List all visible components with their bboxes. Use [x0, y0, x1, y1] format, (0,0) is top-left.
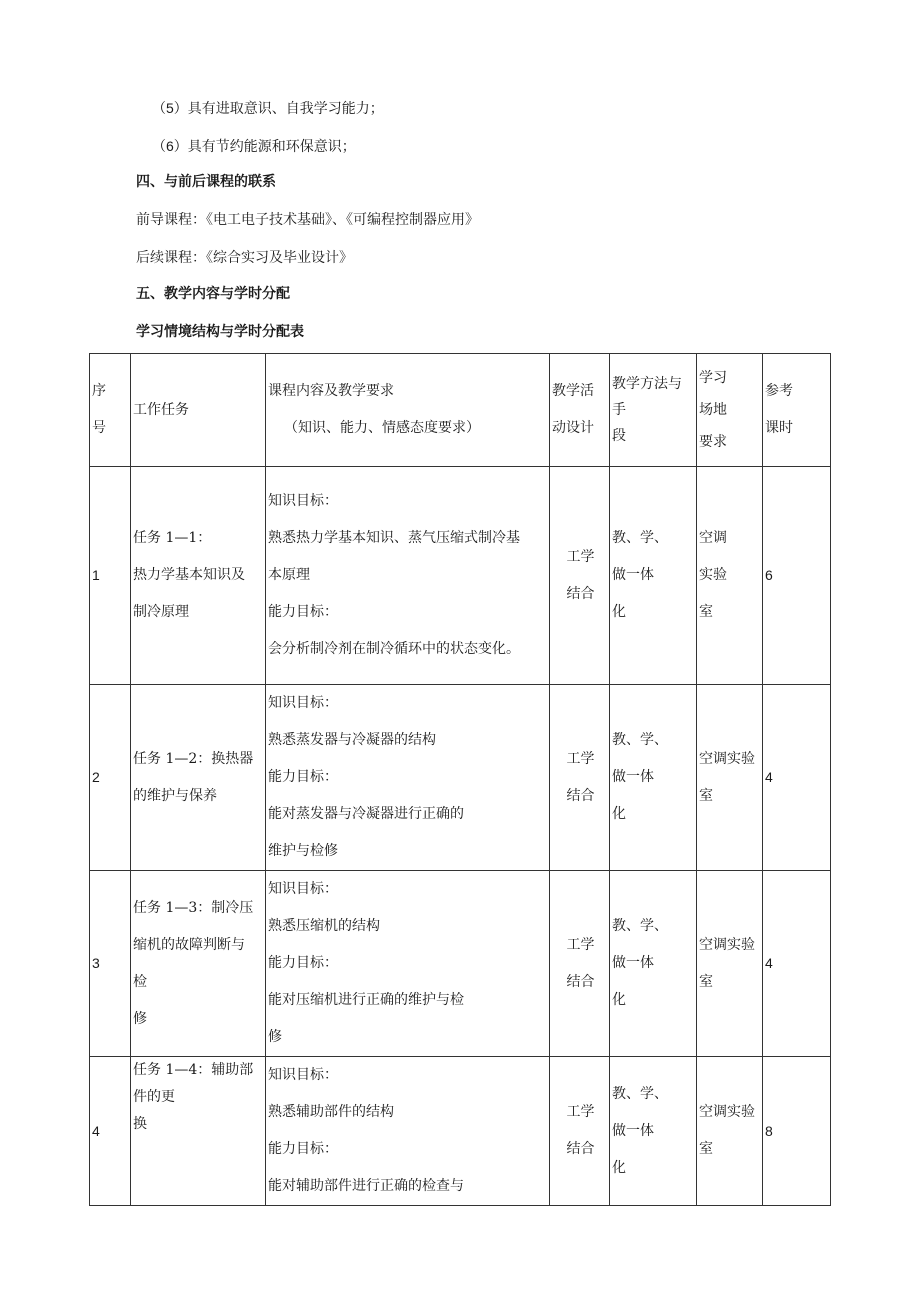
row-task: 任务 1—1： 热力学基本知识及 制冷原理	[131, 467, 266, 685]
header-no: 序 号	[90, 354, 131, 467]
table-caption: 学习情境结构与学时分配表	[136, 324, 304, 340]
row-place: 空调实验 室	[697, 685, 763, 871]
header-task: 工作任务	[131, 354, 266, 467]
header-method: 教学方法与 手 段	[610, 354, 697, 467]
table-row	[90, 467, 831, 685]
row-activity: 工学 结合	[550, 685, 610, 871]
header-content: 课程内容及教学要求 （知识、能力、情感态度要求）	[266, 354, 550, 467]
row-task: 任务 1—3：制冷压 缩机的故障判断与 检 修	[131, 871, 266, 1057]
row-task: 任务 1—4：辅助部 件的更 换	[131, 1057, 266, 1206]
header-hours: 参考 课时	[763, 354, 831, 467]
row-hours: 6	[763, 467, 831, 685]
row-no: 1	[90, 467, 131, 685]
row-content: 知识目标： 熟悉热力学基本知识、蒸气压缩式制冷基 本原理 能力目标： 会分析制冷剂在制冷循环中的状态变化。	[266, 467, 550, 685]
table-row	[90, 685, 831, 871]
list-item-text: 具有节约能源和环保意识；	[187, 139, 356, 155]
row-no: 3	[90, 871, 131, 1057]
list-item-5: （5）具有进取意识、自我学习能力；	[152, 100, 384, 117]
row-activity: 工学 结合	[550, 467, 610, 685]
list-item-text: 具有进取意识、自我学习能力；	[187, 101, 384, 117]
table-row	[90, 871, 831, 1057]
followup-courses: 《综合实习及毕业设计》	[206, 250, 353, 266]
row-activity: 工学 结合	[550, 871, 610, 1057]
section4-heading: 四、与前后课程的联系	[136, 174, 276, 190]
row-no: 4	[90, 1057, 131, 1206]
followup-label: 后续课程：	[136, 250, 206, 266]
header-place: 学习 场地 要求	[697, 354, 763, 467]
row-content: 知识目标： 熟悉辅助部件的结构 能力目标： 能对辅助部件进行正确的检查与	[266, 1057, 550, 1206]
schedule-table	[89, 353, 831, 1206]
list-item-number: 6	[166, 138, 174, 154]
section5-heading: 五、教学内容与学时分配	[136, 286, 290, 302]
row-place: 空调实验 室	[697, 1057, 763, 1206]
row-place: 空调 实验 室	[697, 467, 763, 685]
prereq-label: 前导课程：	[136, 212, 206, 228]
row-content: 知识目标： 熟悉压缩机的结构 能力目标： 能对压缩机进行正确的维护与检 修	[266, 871, 550, 1057]
row-method: 教、学、 做一体 化	[610, 685, 697, 871]
row-content: 知识目标： 熟悉蒸发器与冷凝器的结构 能力目标： 能对蒸发器与冷凝器进行正确的 维护与检修	[266, 685, 550, 871]
row-place: 空调实验 室	[697, 871, 763, 1057]
row-hours: 8	[763, 1057, 831, 1206]
row-activity: 工学 结合	[550, 1057, 610, 1206]
row-method: 教、学、 做一体 化	[610, 1057, 697, 1206]
table-row	[90, 1057, 831, 1206]
row-hours: 4	[763, 685, 831, 871]
row-hours: 4	[763, 871, 831, 1057]
prereq-courses: 《电工电子技术基础》、《可编程控制器应用》	[206, 212, 479, 228]
list-item-6: （6）具有节约能源和环保意识；	[152, 138, 356, 155]
row-method: 教、学、 做一体 化	[610, 871, 697, 1057]
followup-courses-line	[136, 248, 353, 268]
row-task: 任务 1—2：换热器 的维护与保养	[131, 685, 266, 871]
row-method: 教、学、 做一体 化	[610, 467, 697, 685]
list-item-number: 5	[166, 100, 174, 116]
header-activity: 教学活 动设计	[550, 354, 610, 467]
table-header-row	[90, 354, 831, 467]
row-no: 2	[90, 685, 131, 871]
prereq-courses-line	[136, 210, 479, 230]
